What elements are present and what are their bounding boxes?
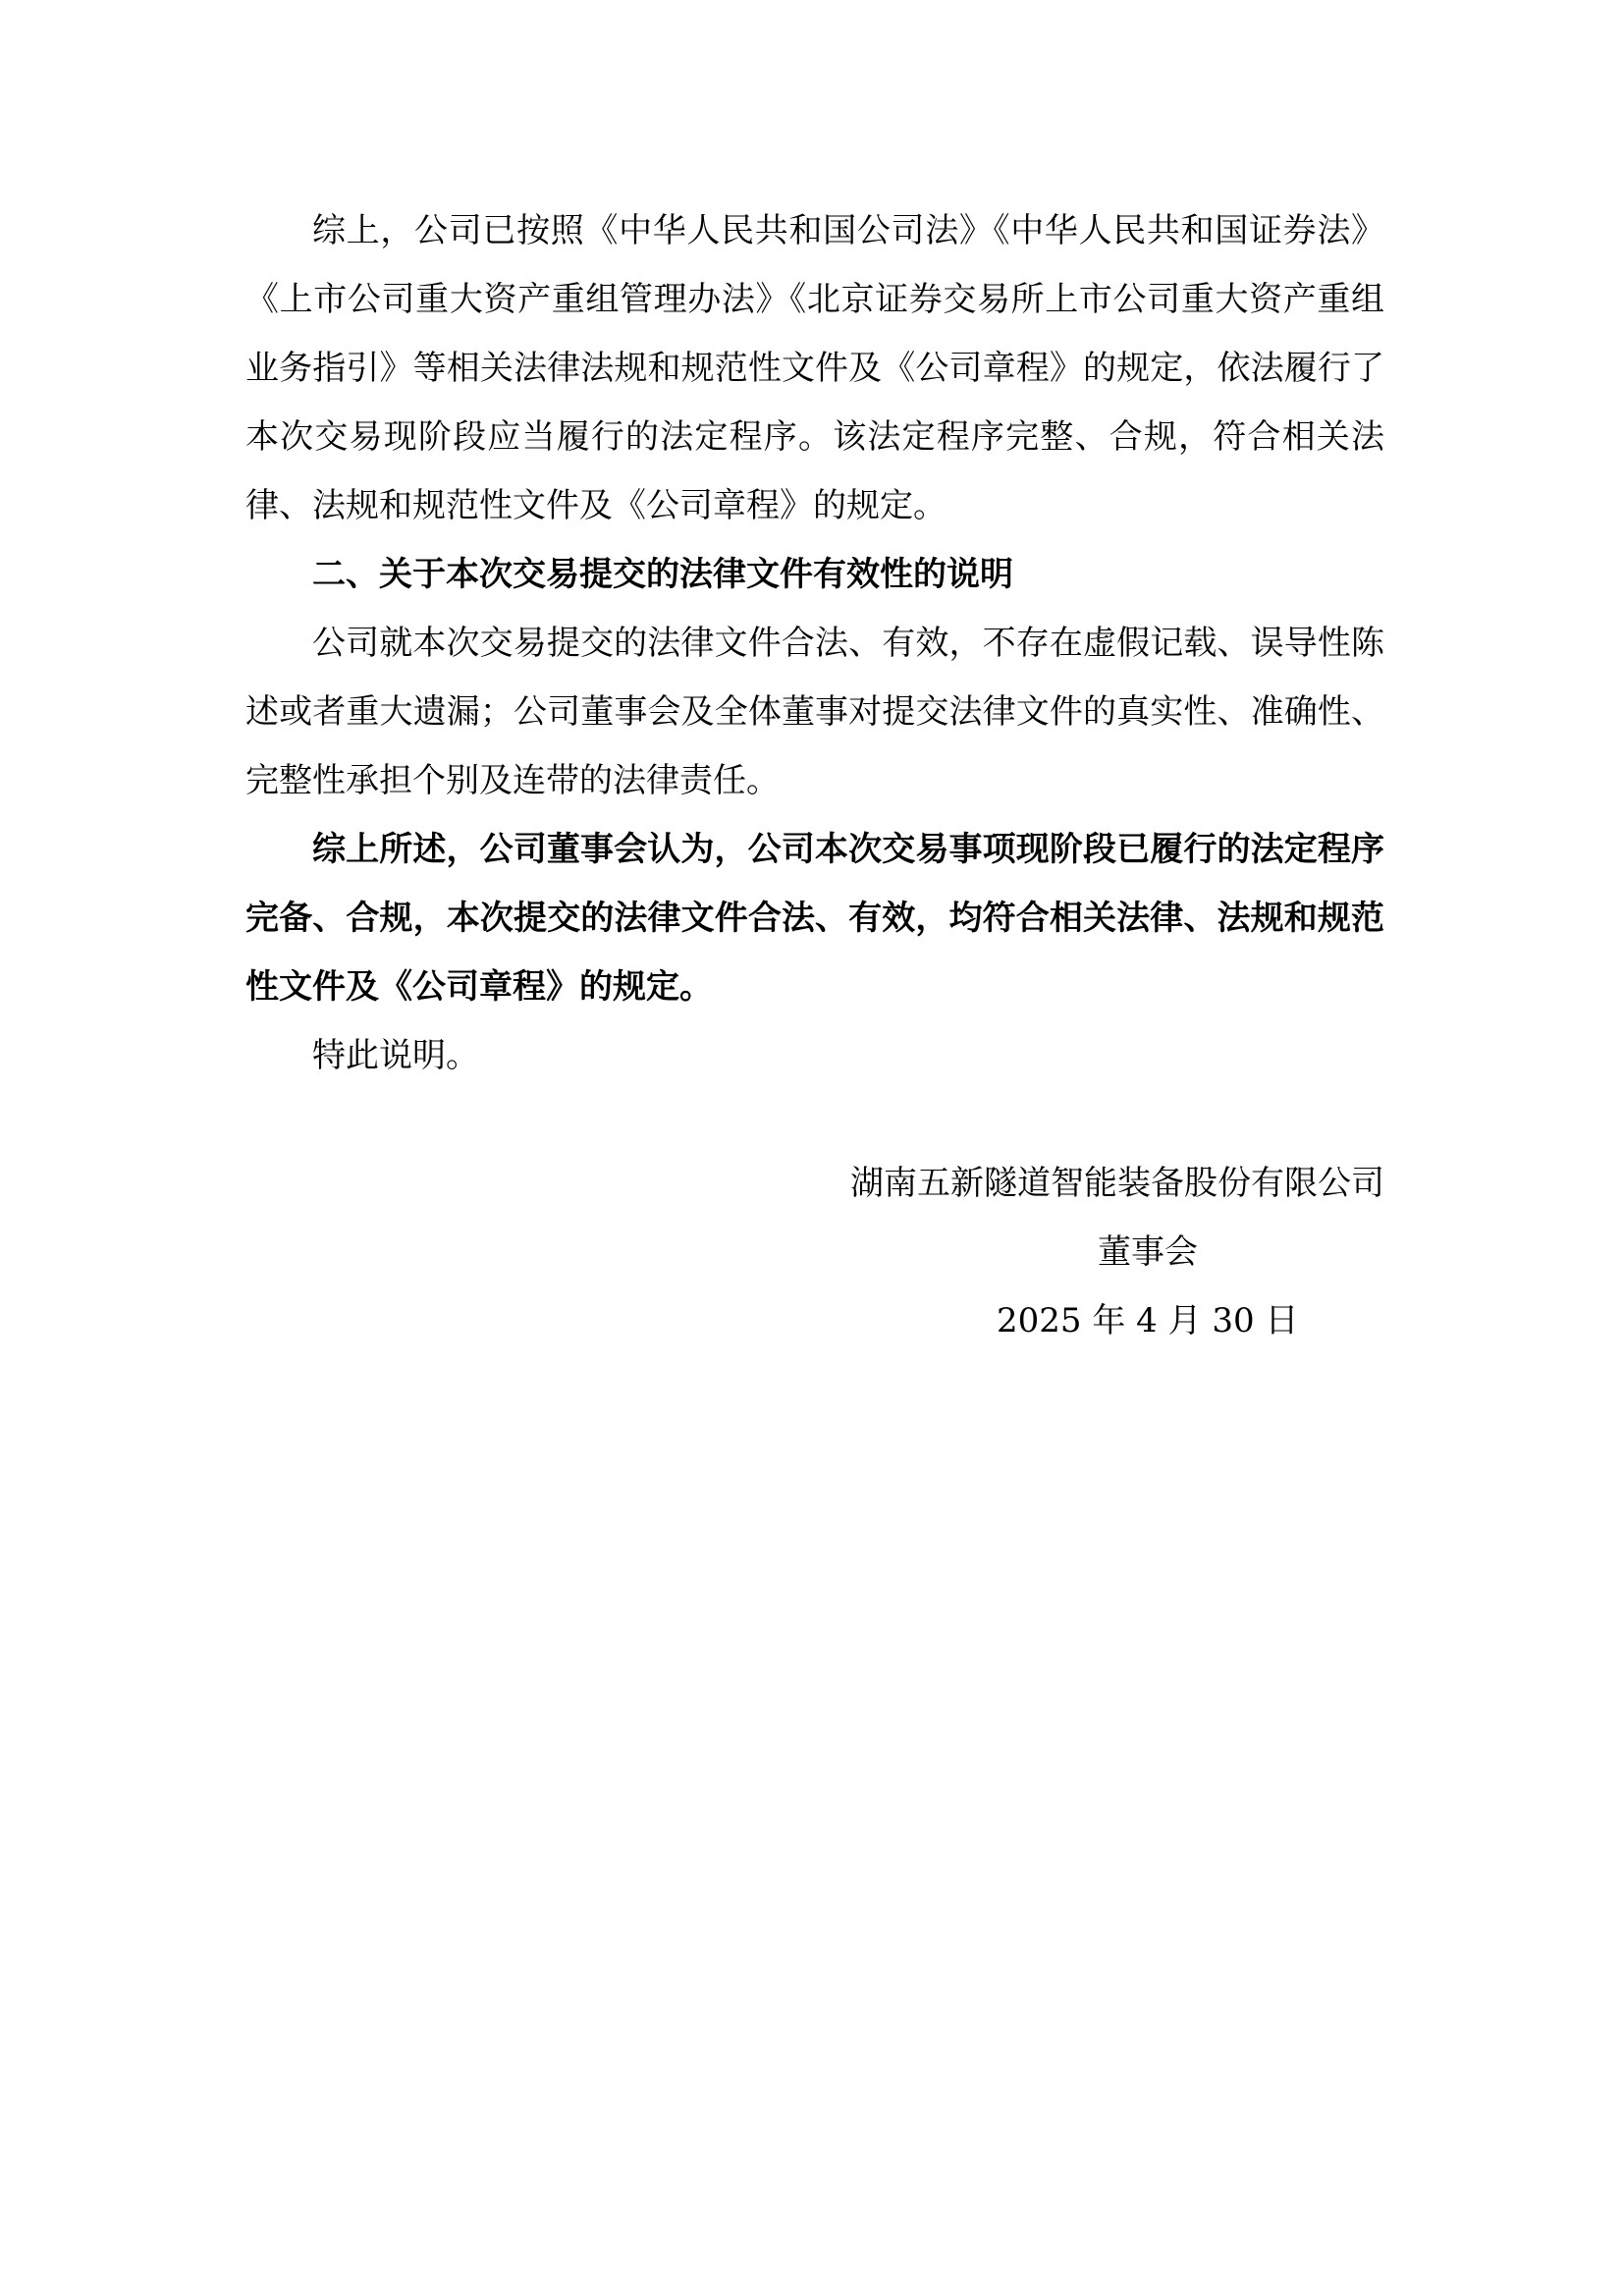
- paragraph-legal-procedures: 综上，公司已按照《中华人民共和国公司法》《中华人民共和国证券法》《上市公司重大资产重组管理办法》《北京证券交易所上市公司重大资产重组业务指引》等相关法律法规和规范性文件及《公司章程》的规定，依法履行了本次交易现阶段应当履行的法定程序。该法定程序完整、合规，符合相关法律、法规和规范性文件及《公司章程》的规定。: [245, 211, 1384, 525]
- paragraph-conclusion: 综上所述，公司董事会认为，公司本次交易事项现阶段已履行的法定程序完备、合规，本次提交的法律文件合法、有效，均符合相关法律、法规和规范性文件及《公司章程》的规定。: [245, 830, 1384, 1007]
- signature-board: 董事会: [1098, 1232, 1198, 1272]
- signature-block: [0, 1149, 1384, 1355]
- section-heading-validity: 二、关于本次交易提交的法律文件有效性的说明: [312, 555, 1013, 594]
- signature-date: 2025 年 4 月 30 日: [997, 1301, 1299, 1340]
- paragraph-closing: 特此说明。: [312, 1036, 479, 1075]
- signature-company: 湖南五新隧道智能装备股份有限公司: [850, 1164, 1384, 1203]
- document-body: [245, 196, 1384, 1090]
- paragraph-document-validity: 公司就本次交易提交的法律文件合法、有效，不存在虚假记载、误导性陈述或者重大遗漏；公司董事会及全体董事对提交法律文件的真实性、准确性、完整性承担个别及连带的法律责任。: [245, 624, 1384, 800]
